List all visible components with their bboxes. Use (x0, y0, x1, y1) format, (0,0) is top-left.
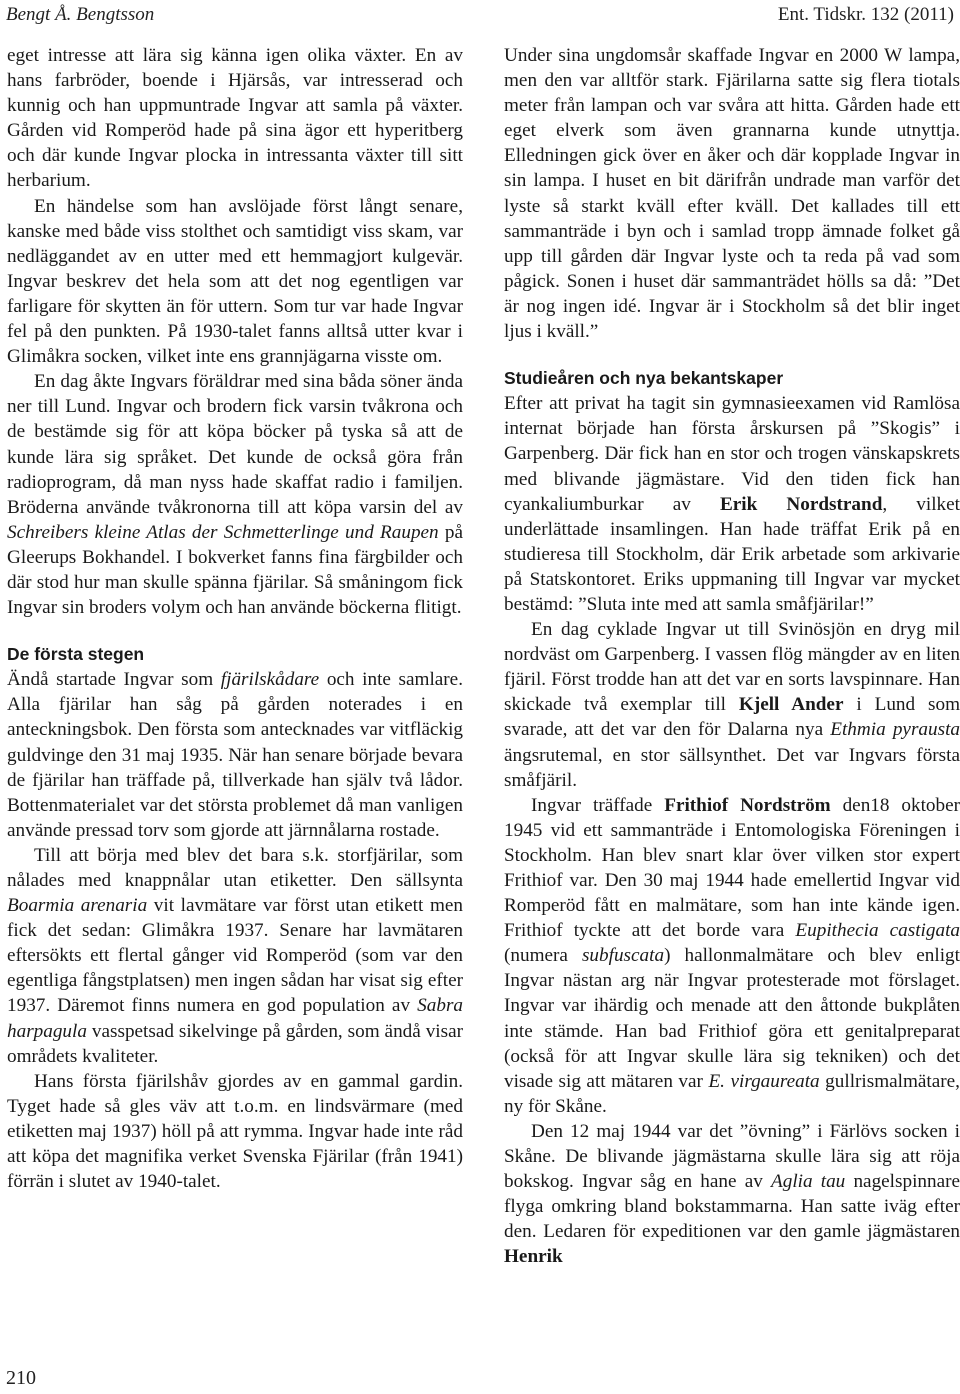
right-column (504, 43, 960, 1270)
paragraph: En händelse som han avslöjade först långt senare, kanske med både viss stolthet och samtidigt viss skam, var nedläggandet av en utter med ett hemmagjort kulgevär. Ingvar beskrev det hela som att det nog egentligen var farligare för skytten än för uttern. Som tur var hade Ingvar fel på den punkten. På 1930-talet fanns alltså utter kvar i Glimåkra socken, vilket inte ens grannjägarna visste om. (7, 195, 463, 368)
paragraph: Hans första fjärilshåv gjordes av en gammal gardin. Tyget hade så gles väv att t.o.m. en lindsvärmare (med etiketten maj 1937) höll på att rymma. Ingvar hade inte råd att köpa det magnifika verket Svenska Fjärilar (från 1941) förrän i slutet av 1940-talet. (7, 1070, 463, 1193)
species-name-italic: subfuscata (581, 945, 665, 967)
paragraph: En dag cyklade Ingvar ut till Svinösjön en dryg mil nordväst om Garpenberg. I vassen flög mängder av en liten fjäril. Först trodde han att det var en sorts lavspinnare. Han skickade två exemplar till Kjell Ander i Lund som svarade, att det var den för Dalarna nya Ethmia pyrausta ängsrutemal, en stor sällsynthet. Det var Ingvars första småfjäril. (504, 619, 960, 791)
species-name-italic: Eupithecia castigata (795, 920, 960, 942)
paragraph: eget intresse att lära sig känna igen olika växter. En av hans farbröder, boende i Hjärsås, var intresserad och kunnig och han uppmuntrade Ingvar att samla på växter. Gården vid Romperöd hade på sina ägor ett hyperitberg och där kunde Ingvar plocka in intressanta växter till sitt herbarium. (7, 45, 463, 192)
species-name-italic: Sabra harpagula (7, 995, 463, 1042)
paragraph: Ändå startade Ingvar som fjärilskådare och inte samlare. Alla fjärilar han såg på gården noterades i en anteckningsbok. Den första som antecknades var vitfläckig guldvinge den 31 maj 1935. När han senare började bevara de fjärilar han träffade på, tillverkade han själv två lådor. Bottenmaterialet var det största problemet då man vanligen använde pressad torv som gjorde att järnnålarna rostade. (7, 669, 463, 841)
running-header-journal: Ent. Tidskr. 132 (2011) (777, 4, 954, 25)
left-column (7, 43, 463, 1194)
species-name-italic: Aglia tau (771, 1171, 846, 1193)
section-heading: Studieåren och nya bekantskaper (504, 368, 784, 389)
person-name-bold: Erik Nordstrand (719, 493, 883, 515)
paragraph: En dag åkte Ingvars föräldrar med sina båda söner ända ner till Lund. Ingvar och brodern fick varsin tvåkrona och de bestämde sig för att köpa böcker på tyska så att de kunde lära sig språket. Det kunde de också göra från radioprogram, då man nyss hade skaffat radio i familjen. Bröderna använde tvåkronorna till att köpa varsin del av Schreibers kleine Atlas der Schmetterlinge und Raupen på Gleerups Bokhandel. I bokverket fanns fina färgbilder och där stod hur man skulle spänna fjärilar. Så småningom fick Ingvar sin broders volym och han använde böckerna flitigt. (7, 371, 463, 619)
paragraph: Den 12 maj 1944 var det ”övning” i Färlövs socken i Skåne. De blivande jägmästarna skulle lära sig att röja bokskog. Ingvar såg en hane av Aglia tau nagelspinnare flyga omkring bland bokstammarna. Han satte iväg efter den. Ledaren för expeditionen var den gamle jägmästaren Henrik (504, 1120, 960, 1268)
species-name-italic: E. virgaureata (708, 1070, 820, 1092)
species-name-italic: Boarmia arenaria (7, 895, 148, 917)
running-header-author: Bengt Å. Bengtsson (6, 4, 155, 25)
person-name-bold: Kjell Ander (738, 694, 844, 716)
person-name-bold: Frithiof Nordström (664, 794, 831, 816)
page-number: 210 (6, 1367, 36, 1389)
paragraph: Efter att privat ha tagit sin gymnasieexamen vid Ramlösa internat började han första årskursen på ”Skogis” i Garpenberg. Där fick han en stor och trogen vänskapskrets med blivande jägmästare. Vid den tiden fick han cyankaliumburkar av Erik Nordstrand, vilket underlättade insamlingen. Han hade träffat Erik på en studieresa till Stockholm, där Erik arbetade som arkivarie på Statskontoret. Eriks uppmaning till Ingvar var mycket bestämd: ”Sluta inte med att samla småfjärilar!” (504, 393, 960, 615)
person-name-bold: Henrik (504, 1246, 563, 1268)
section-heading: De första stegen (7, 644, 145, 665)
paragraph: Till att börja med blev det bara s.k. storfjärilar, som nålades med knappnålar utan etiketter. Den sällsynta Boarmia arenaria vit lavmätare var först utan etikett men fick det sedan: Glimåkra 1937. Senare har lavmätaren eftersökts ett flertal gånger vid Romperöd (som var den egentliga fångstplatsen) men ingen sådan har visat sig efter 1937. Däremot finns numera en god population av Sabra harpagula vasspetsad sikelvinge på gården, som ändå visar områdets kvaliteter. (7, 844, 463, 1067)
paragraph: Under sina ungdomsår skaffade Ingvar en 2000 W lampa, men den var alltför stark. Fjärilarna satte sig flera tiotals meter från lampan och var svåra att hitta. Gården hade ett eget elverk som även grannarna kunde utnyttja. Elledningen gick över en åker och där kopplade Ingvar in sin lampa. I huset en bit därifrån undrade man varför det lyste så starkt kväll efter kväll. Det kallades till ett sammanträde i byn och i samlad tropp ämnade folket gå upp till gården där Ingvar lyste och ta reda på vad som pågick. Sonen i huset där sammanträdet hölls sa då: ”Det är nog ingen idé. Ingvar är i Stockholm så det blir inget ljus i kväll.” (504, 45, 960, 343)
book-title-italic: Schreibers kleine Atlas der Schmetterlinge und Raupen (7, 521, 439, 543)
species-name-italic: Ethmia pyrausta (830, 719, 960, 741)
paragraph: Ingvar träffade Frithiof Nordström den18 oktober 1945 vid ett sammanträde i Entomologiska Föreningen i Stockholm. Han blev snart klar över vilken stor expert Frithiof var. Den 30 maj 1944 hade emellertid Ingvar vid Romperöd fått en malmätare, som han inte kände igen. Frithiof tyckte att det borde vara Eupithecia castigata (numera subfuscata) hallonmalmätare och blev enligt Ingvar nästan arg när Ingvar protesterade mot förslaget. Ingvar var ihärdig och menade att den åttonde bukplåten inte stämde. Han bad Frithiof göra ett genitalpreparat (också för att Ingvar skulle lära sig tekniken) och det visade sig att mätaren var E. virgaureata gullrismalmätare, ny för Skåne. (504, 794, 960, 1117)
